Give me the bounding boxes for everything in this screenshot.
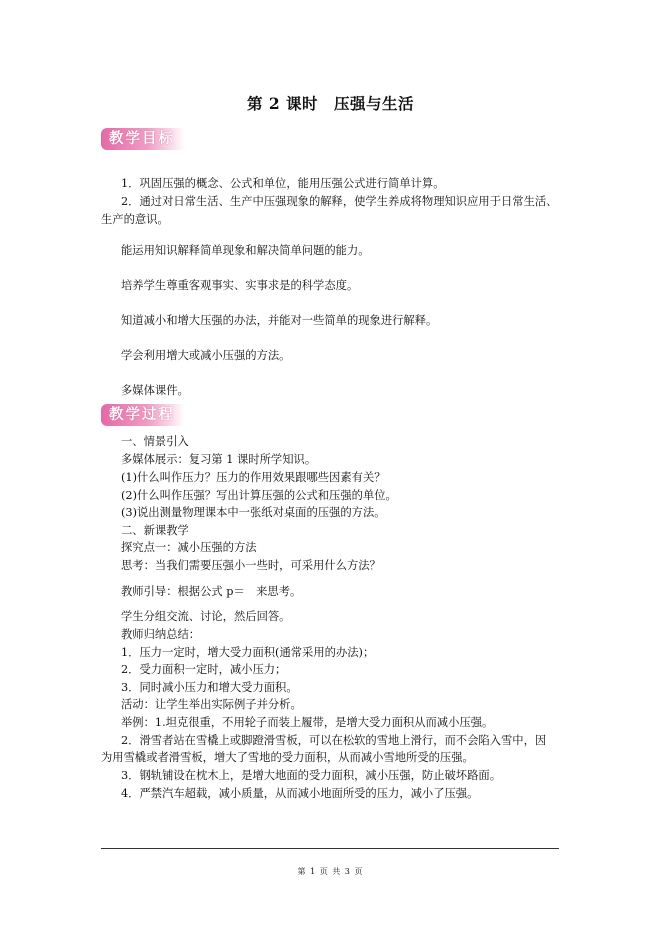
- goal-difficulty: 学会利用增大或减小压强的方法。: [121, 349, 291, 362]
- section-banner-goals: [101, 128, 185, 150]
- process-line-17: 2．滑雪者站在雪橇上或脚蹬滑雪板，可以在松软的雪地上滑行，而不会陷入雪中，因: [121, 734, 547, 747]
- section-title-process: 教学过程: [109, 407, 175, 423]
- process-line-16: 举例：1.坦克很重，不用轮子而装上履带，是增大受力面积从而减小压强。: [121, 716, 494, 729]
- process-line-13: 2．受力面积一定时，减小压力；: [121, 663, 287, 676]
- goal-prep: 多媒体课件。: [121, 384, 189, 397]
- process-line-14: 3．同时减小压力和增大受力面积。: [121, 681, 298, 694]
- process-line-6: 二、新课教学: [121, 524, 189, 537]
- process-line-7: 探究点一：减小压强的方法: [121, 541, 257, 554]
- process-line-20: 4．严禁汽车超载，减小质量，从而减小地面所受的压力，减小了压强。: [121, 787, 479, 800]
- process-line-2: 多媒体展示：复习第 1 课时所学知识。: [121, 453, 317, 466]
- process-line-10: 学生分组交流、讨论，然后回答。: [121, 610, 291, 623]
- process-line-5: (3)说出测量物理课本中一张纸对桌面的压强的方法。: [121, 506, 386, 519]
- process-line-18: 为用雪橇或者滑雪板，增大了雪地的受力面积，从而减小雪地所受的压强。: [101, 751, 474, 764]
- section-banner-process: [101, 404, 185, 426]
- goal-item-2-line-2: 生产的意识。: [101, 213, 169, 226]
- goal-ability: 能运用知识解释简单现象和解决简单问题的能力。: [121, 244, 370, 257]
- process-line-3: (1)什么叫作压力？压力的作用效果跟哪些因素有关？: [121, 471, 386, 484]
- process-line-11: 教师归纳总结：: [121, 628, 201, 641]
- footer-divider: [101, 848, 559, 849]
- process-line-4: (2)什么叫作压强？写出计算压强的公式和压强的单位。: [121, 489, 397, 502]
- page-number: 第 1 页 共 3 页: [297, 867, 364, 876]
- process-line-9: 教师引导：根据公式 p＝ 来思考。: [121, 585, 302, 598]
- process-line-1: 一、情景引入: [121, 435, 189, 448]
- goal-key-point: 知道减小和增大压强的办法，并能对一些简单的现象进行解释。: [121, 314, 438, 327]
- goal-item-2-line-1: 2．通过对日常生活、生产中压强现象的解释，使学生养成将物理知识应用于日常生活、: [121, 195, 558, 208]
- process-line-15: 活动：让学生举出实际例子并分析。: [121, 698, 302, 711]
- process-line-12: 1．压力一定时，增大受力面积(通常采用的办法)；: [121, 646, 375, 659]
- process-line-19: 3．钢轨铺设在枕木上，是增大地面的受力面积，减小压强，防止破坏路面。: [121, 769, 501, 782]
- goal-item-1: 1．巩固压强的概念、公式和单位，能用压强公式进行简单计算。: [121, 177, 445, 190]
- section-title-goals: 教学目标: [109, 131, 175, 147]
- lesson-title: 第 2 课时 压强与生活: [246, 94, 415, 113]
- goal-attitude: 培养学生尊重客观事实、实事求是的科学态度。: [121, 279, 359, 292]
- process-line-8: 思考：当我们需要压强小一些时，可采用什么方法？: [121, 559, 381, 572]
